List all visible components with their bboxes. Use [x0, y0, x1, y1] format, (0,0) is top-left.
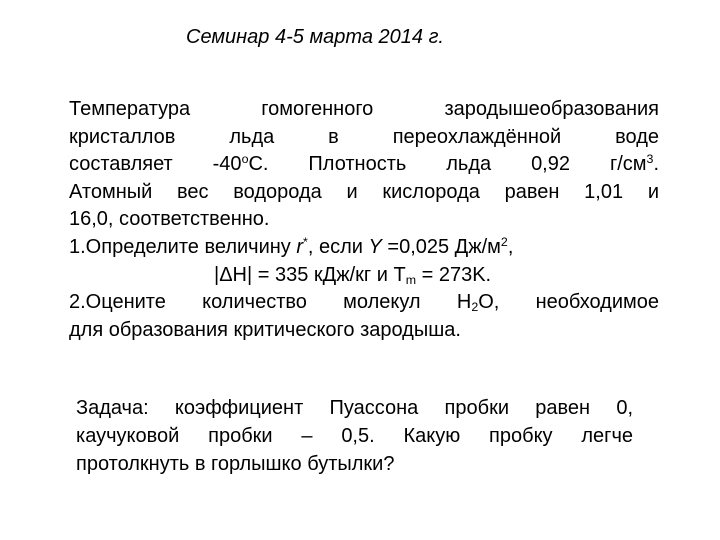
question-2-line-2: для образования критического зародыша. — [69, 318, 461, 341]
problem-line-3-middle: С. Плотность льда 0,92 г/см — [248, 153, 647, 176]
task-text — [76, 394, 633, 478]
question-1-start: 1.Определите величину — [69, 235, 297, 258]
square-exponent: 2 — [500, 235, 508, 250]
cubic-exponent: 3 — [646, 152, 654, 167]
water-subscript: 2 — [471, 300, 479, 315]
task-line-2: каучуковой пробки – 0,5. Какую пробку легче — [76, 425, 633, 447]
problem-line-1: Температура гомогенного зародышеобразования — [69, 98, 659, 120]
degree-sign: o — [241, 152, 249, 167]
seminar-title: Семинар 4-5 марта 2014 г. — [186, 26, 444, 48]
task-line-1: Задача: коэффициент Пуассона пробки равен 0, — [76, 397, 633, 419]
problem-line-5: 16,0, соответственно. — [69, 208, 270, 231]
problem-line-3 — [69, 151, 659, 179]
symbol-r: r — [296, 235, 304, 258]
question-1-line-1 — [69, 234, 659, 262]
question-1-value: =0,025 Дж/м — [381, 235, 501, 258]
problem-line-4: Атомный вес водорода и кислорода равен 1,01 и — [69, 180, 659, 203]
enthalpy-text: |ΔH| = 335 кДж/кг и T — [214, 263, 406, 286]
problem-line-2: кристаллов льда в переохлаждённой воде — [69, 125, 659, 148]
question-1-middle: , если — [307, 235, 369, 258]
question-1-comma: , — [507, 235, 514, 258]
problem-line-3-end: . — [653, 153, 660, 176]
question-2-line-1 — [69, 289, 659, 317]
melting-subscript: m — [405, 272, 417, 287]
melting-temperature: = 273K. — [416, 263, 492, 286]
symbol-gamma: Y — [368, 235, 382, 258]
task-line-3: протолкнуть в горлышко бутылки? — [76, 453, 395, 475]
question-2-end: O, необходимое — [478, 291, 659, 314]
problem-line-3-start: составляет -40 — [69, 153, 242, 176]
question-1-line-2 — [69, 262, 659, 290]
question-2-start: 2.Оцените количество молекул H — [69, 291, 472, 314]
symbol-r-star: * — [303, 235, 308, 250]
problem-text — [69, 96, 659, 344]
